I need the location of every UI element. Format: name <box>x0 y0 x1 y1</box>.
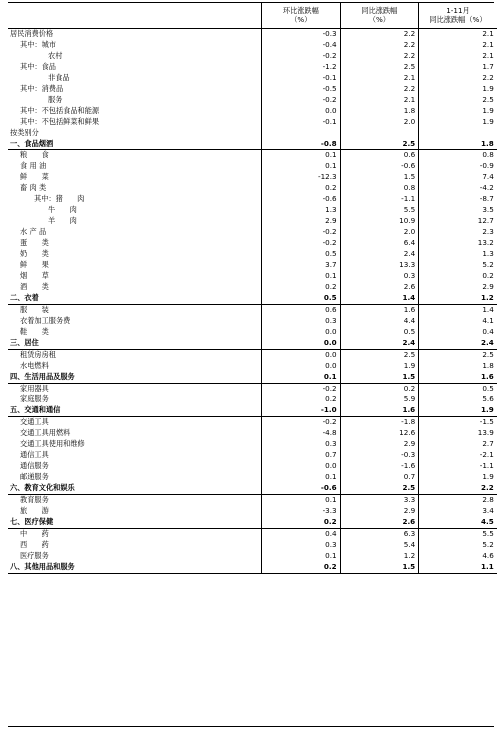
row-mom-value: 0.1 <box>262 150 341 161</box>
row-yoy-value: 2.1 <box>340 95 419 106</box>
row-mom-value: 3.7 <box>262 260 341 271</box>
row-mom-value: 0.6 <box>262 304 341 315</box>
table-row <box>8 249 497 260</box>
row-label: 鲜 果 <box>20 260 49 270</box>
row-label: 二、衣着 <box>8 293 262 304</box>
row-ytd-value: 4.5 <box>419 517 497 528</box>
row-ytd-value: 2.4 <box>419 338 497 349</box>
row-label: 旅 游 <box>20 505 49 515</box>
row-mom-value: -0.2 <box>262 238 341 249</box>
row-yoy-value: 2.2 <box>340 51 419 62</box>
row-label: 鞋 类 <box>20 326 49 336</box>
row-yoy-value: 12.6 <box>340 428 419 439</box>
table-row <box>8 95 497 106</box>
row-yoy-value: 4.4 <box>340 316 419 327</box>
row-ytd-value: 2.8 <box>419 495 497 506</box>
header-mom-label: 环比涨跌幅 （%） <box>282 6 319 24</box>
row-yoy-value: 3.3 <box>340 495 419 506</box>
row-yoy-value: 0.3 <box>340 271 419 282</box>
row-mom-value: -0.1 <box>262 73 341 84</box>
row-label: 烟 草 <box>20 270 49 280</box>
row-label: 畜 肉 类 <box>20 183 47 193</box>
row-mom-value: 2.9 <box>262 216 341 227</box>
row-ytd-value: 5.6 <box>419 394 497 405</box>
row-yoy-value: 2.2 <box>340 84 419 95</box>
table-row <box>8 106 497 117</box>
row-mom-value: -0.6 <box>262 194 341 205</box>
row-mom-value: 0.0 <box>262 338 341 349</box>
header-category <box>8 2 262 29</box>
row-ytd-value: 4.6 <box>419 551 497 562</box>
row-ytd-value: 2.3 <box>419 227 497 238</box>
row-ytd-value: 5.5 <box>419 528 497 539</box>
row-ytd-value: 1.2 <box>419 293 497 304</box>
table-row <box>8 183 497 194</box>
row-label: 通信工具 <box>20 450 49 460</box>
row-yoy-value: 0.2 <box>340 383 419 394</box>
row-label: 一、食品烟酒 <box>8 139 262 150</box>
table-row <box>8 327 497 338</box>
row-label: 服务 <box>48 94 63 104</box>
row-label: 交通工具使用和维修 <box>20 439 85 449</box>
row-mom-value: 0.4 <box>262 528 341 539</box>
row-yoy-value: 5.5 <box>340 205 419 216</box>
row-mom-value: 1.3 <box>262 205 341 216</box>
row-mom-value: 0.0 <box>262 361 341 372</box>
row-mom-value: 0.7 <box>262 450 341 461</box>
table-row <box>8 495 497 506</box>
row-mom-value: 0.1 <box>262 372 341 383</box>
row-yoy-value: 2.4 <box>340 338 419 349</box>
row-yoy-value: -1.1 <box>340 194 419 205</box>
row-ytd-value: 5.2 <box>419 260 497 271</box>
row-yoy-value: 0.6 <box>340 150 419 161</box>
row-ytd-value: 2.2 <box>419 73 497 84</box>
row-mom-value: -0.2 <box>262 51 341 62</box>
row-yoy-value: 2.5 <box>340 483 419 494</box>
row-ytd-value: 12.7 <box>419 216 497 227</box>
header-yoy <box>340 2 419 29</box>
table-row <box>8 372 497 383</box>
row-label: 羊 肉 <box>48 216 77 226</box>
row-ytd-value: -4.2 <box>419 183 497 194</box>
row-label: 其中：城市 <box>20 39 56 49</box>
row-label: 通信服务 <box>20 461 49 471</box>
row-ytd-value: 2.5 <box>419 95 497 106</box>
row-ytd-value <box>419 128 497 139</box>
row-yoy-value: 2.5 <box>340 349 419 360</box>
table-row <box>8 483 497 494</box>
row-yoy-value: -0.3 <box>340 450 419 461</box>
table-row <box>8 282 497 293</box>
row-yoy-value: 6.3 <box>340 528 419 539</box>
row-mom-value: -0.1 <box>262 117 341 128</box>
table-row <box>8 394 497 405</box>
header-yoy-label: 同比涨跌幅 （%） <box>361 6 398 24</box>
row-yoy-value: 1.9 <box>340 361 419 372</box>
table-row <box>8 29 497 40</box>
row-yoy-value: 1.4 <box>340 293 419 304</box>
row-mom-value: -0.2 <box>262 383 341 394</box>
table-row <box>8 293 497 304</box>
row-yoy-value: 6.4 <box>340 238 419 249</box>
table-row <box>8 172 497 183</box>
table-row <box>8 51 497 62</box>
table-row <box>8 216 497 227</box>
row-mom-value: 0.1 <box>262 271 341 282</box>
row-mom-value: 0.2 <box>262 517 341 528</box>
row-yoy-value: 2.5 <box>340 139 419 150</box>
row-yoy-value: 0.5 <box>340 327 419 338</box>
row-ytd-value: 1.9 <box>419 117 497 128</box>
row-label: 水 产 品 <box>20 227 47 237</box>
row-ytd-value: 3.5 <box>419 205 497 216</box>
row-label: 医疗服务 <box>20 550 49 560</box>
row-mom-value: 0.0 <box>262 349 341 360</box>
row-yoy-value: 2.2 <box>340 40 419 51</box>
row-label: 其中：猪 肉 <box>34 194 85 204</box>
table-row <box>8 562 497 573</box>
row-mom-value: -0.6 <box>262 483 341 494</box>
row-mom-value: -0.3 <box>262 29 341 40</box>
table-row <box>8 238 497 249</box>
row-mom-value: 0.0 <box>262 106 341 117</box>
table-row <box>8 517 497 528</box>
row-ytd-value: 0.8 <box>419 150 497 161</box>
row-ytd-value: 1.9 <box>419 106 497 117</box>
row-yoy-value: 1.5 <box>340 372 419 383</box>
table-row <box>8 271 497 282</box>
table-row <box>8 349 497 360</box>
header-ytd-label: 1-11月 同比涨跌幅（%） <box>429 6 487 24</box>
table-row <box>8 205 497 216</box>
row-yoy-value: 2.4 <box>340 249 419 260</box>
row-label: 中 药 <box>20 528 49 538</box>
table-row <box>8 62 497 73</box>
table-row <box>8 194 497 205</box>
row-ytd-value: -2.1 <box>419 450 497 461</box>
header-mom <box>262 2 341 29</box>
header-ytd <box>419 2 497 29</box>
row-label: 四、生活用品及服务 <box>8 372 262 383</box>
row-yoy-value: 1.5 <box>340 562 419 573</box>
row-yoy-value: 0.7 <box>340 472 419 483</box>
row-mom-value: 0.5 <box>262 249 341 260</box>
table-row <box>8 383 497 394</box>
row-ytd-value: 2.9 <box>419 282 497 293</box>
row-ytd-value: 2.1 <box>419 29 497 40</box>
table-row <box>8 405 497 416</box>
row-yoy-value: 13.3 <box>340 260 419 271</box>
row-mom-value: -1.0 <box>262 405 341 416</box>
row-label: 西 药 <box>20 539 49 549</box>
row-yoy-value: 2.9 <box>340 506 419 517</box>
row-yoy-value: -0.6 <box>340 161 419 172</box>
row-ytd-value: 2.2 <box>419 483 497 494</box>
row-label: 居民消费价格 <box>10 29 54 38</box>
row-yoy-value <box>340 128 419 139</box>
row-mom-value: -0.8 <box>262 139 341 150</box>
table-row <box>8 128 497 139</box>
row-label: 七、医疗保健 <box>8 517 262 528</box>
row-yoy-value: 2.6 <box>340 517 419 528</box>
row-yoy-value: 0.8 <box>340 183 419 194</box>
row-label: 家用器具 <box>20 383 49 393</box>
row-label: 按类别分 <box>10 127 39 137</box>
row-label: 水电燃料 <box>20 360 49 370</box>
row-yoy-value: 2.2 <box>340 29 419 40</box>
row-mom-value: -0.2 <box>262 227 341 238</box>
table-row <box>8 417 497 428</box>
row-label: 五、交通和通信 <box>8 405 262 416</box>
row-label: 租赁房房租 <box>20 349 56 359</box>
cpi-table <box>8 2 497 574</box>
table-row <box>8 472 497 483</box>
row-mom-value: 0.1 <box>262 495 341 506</box>
table-row <box>8 450 497 461</box>
row-ytd-value: 0.5 <box>419 383 497 394</box>
table-row <box>8 506 497 517</box>
row-ytd-value: 13.9 <box>419 428 497 439</box>
row-yoy-value: 1.5 <box>340 172 419 183</box>
row-label: 食 用 油 <box>20 161 47 171</box>
row-mom-value: 0.2 <box>262 183 341 194</box>
table-row <box>8 227 497 238</box>
row-mom-value: 0.1 <box>262 551 341 562</box>
row-label: 服 装 <box>20 304 49 314</box>
table-row <box>8 551 497 562</box>
row-ytd-value: 13.2 <box>419 238 497 249</box>
row-mom-value: -0.2 <box>262 95 341 106</box>
row-mom-value <box>262 128 341 139</box>
row-yoy-value: 2.5 <box>340 62 419 73</box>
table-row <box>8 260 497 271</box>
table-row <box>8 428 497 439</box>
row-yoy-value: 2.1 <box>340 73 419 84</box>
row-label: 三、居住 <box>8 338 262 349</box>
row-label: 衣着加工服务费 <box>20 315 71 325</box>
row-mom-value: -1.2 <box>262 62 341 73</box>
row-ytd-value: -0.9 <box>419 161 497 172</box>
row-ytd-value: 2.1 <box>419 51 497 62</box>
row-mom-value: 0.0 <box>262 327 341 338</box>
table-row <box>8 461 497 472</box>
table-row <box>8 540 497 551</box>
row-label: 非食品 <box>48 72 70 82</box>
row-ytd-value: 0.2 <box>419 271 497 282</box>
row-ytd-value: 2.1 <box>419 40 497 51</box>
row-yoy-value: 1.6 <box>340 304 419 315</box>
row-label: 奶 类 <box>20 249 49 259</box>
table-row <box>8 161 497 172</box>
table-row <box>8 316 497 327</box>
table-row <box>8 150 497 161</box>
row-label: 其中：不包括鲜菜和鲜果 <box>20 116 100 126</box>
row-yoy-value: -1.6 <box>340 461 419 472</box>
row-yoy-value: 5.4 <box>340 540 419 551</box>
row-label: 蛋 类 <box>20 238 49 248</box>
row-ytd-value: 1.9 <box>419 472 497 483</box>
row-yoy-value: 10.9 <box>340 216 419 227</box>
row-mom-value: 0.2 <box>262 282 341 293</box>
row-label: 其中：食品 <box>20 61 56 71</box>
table-row <box>8 40 497 51</box>
row-mom-value: 0.0 <box>262 461 341 472</box>
row-ytd-value: -1.1 <box>419 461 497 472</box>
row-label: 其中：消费品 <box>20 83 64 93</box>
row-label: 鲜 菜 <box>20 172 49 182</box>
table-row <box>8 84 497 95</box>
table-header <box>8 2 497 29</box>
table-row <box>8 304 497 315</box>
table-row <box>8 361 497 372</box>
row-label: 教育服务 <box>20 495 49 505</box>
row-mom-value: -12.3 <box>262 172 341 183</box>
row-mom-value: -3.3 <box>262 506 341 517</box>
row-yoy-value: 1.6 <box>340 405 419 416</box>
row-mom-value: 0.3 <box>262 316 341 327</box>
table-row <box>8 139 497 150</box>
row-ytd-value: 5.2 <box>419 540 497 551</box>
row-ytd-value: 0.4 <box>419 327 497 338</box>
table-body <box>8 29 497 574</box>
row-yoy-value: 5.9 <box>340 394 419 405</box>
row-label: 酒 类 <box>20 281 49 291</box>
row-mom-value: 0.5 <box>262 293 341 304</box>
row-ytd-value: 4.1 <box>419 316 497 327</box>
row-mom-value: -4.8 <box>262 428 341 439</box>
row-label: 农村 <box>48 50 63 60</box>
table-row <box>8 117 497 128</box>
row-ytd-value: 1.7 <box>419 62 497 73</box>
row-ytd-value: -8.7 <box>419 194 497 205</box>
row-ytd-value: 2.7 <box>419 439 497 450</box>
row-yoy-value: -1.8 <box>340 417 419 428</box>
row-label: 交通工具 <box>20 417 49 427</box>
row-mom-value: -0.5 <box>262 84 341 95</box>
row-ytd-value: 1.1 <box>419 562 497 573</box>
row-ytd-value: 1.9 <box>419 84 497 95</box>
row-ytd-value: 1.6 <box>419 372 497 383</box>
row-label: 邮递服务 <box>20 472 49 482</box>
row-mom-value: 0.1 <box>262 472 341 483</box>
table-row <box>8 439 497 450</box>
row-label: 交通工具用燃料 <box>20 428 71 438</box>
row-ytd-value: 1.8 <box>419 361 497 372</box>
table-row <box>8 528 497 539</box>
row-label: 牛 肉 <box>48 205 77 215</box>
row-label: 其中：不包括食品和能源 <box>20 105 100 115</box>
row-ytd-value: 7.4 <box>419 172 497 183</box>
table-bottom-border <box>8 726 494 727</box>
row-ytd-value: 1.3 <box>419 249 497 260</box>
row-label: 家庭服务 <box>20 394 49 404</box>
table-row <box>8 338 497 349</box>
row-mom-value: 0.1 <box>262 161 341 172</box>
row-yoy-value: 1.8 <box>340 106 419 117</box>
row-mom-value: -0.4 <box>262 40 341 51</box>
row-label: 八、其他用品和服务 <box>8 562 262 573</box>
row-mom-value: 0.3 <box>262 540 341 551</box>
row-mom-value: 0.3 <box>262 439 341 450</box>
row-yoy-value: 1.2 <box>340 551 419 562</box>
row-ytd-value: -1.5 <box>419 417 497 428</box>
row-yoy-value: 2.6 <box>340 282 419 293</box>
row-label: 粮 食 <box>20 150 49 160</box>
row-ytd-value: 2.5 <box>419 349 497 360</box>
table-row <box>8 73 497 84</box>
row-mom-value: -0.2 <box>262 417 341 428</box>
row-ytd-value: 1.4 <box>419 304 497 315</box>
row-ytd-value: 3.4 <box>419 506 497 517</box>
row-mom-value: 0.2 <box>262 562 341 573</box>
row-ytd-value: 1.9 <box>419 405 497 416</box>
row-yoy-value: 2.0 <box>340 227 419 238</box>
row-mom-value: 0.2 <box>262 394 341 405</box>
row-yoy-value: 2.9 <box>340 439 419 450</box>
row-label: 六、教育文化和娱乐 <box>8 483 262 494</box>
row-yoy-value: 2.0 <box>340 117 419 128</box>
row-ytd-value: 1.8 <box>419 139 497 150</box>
